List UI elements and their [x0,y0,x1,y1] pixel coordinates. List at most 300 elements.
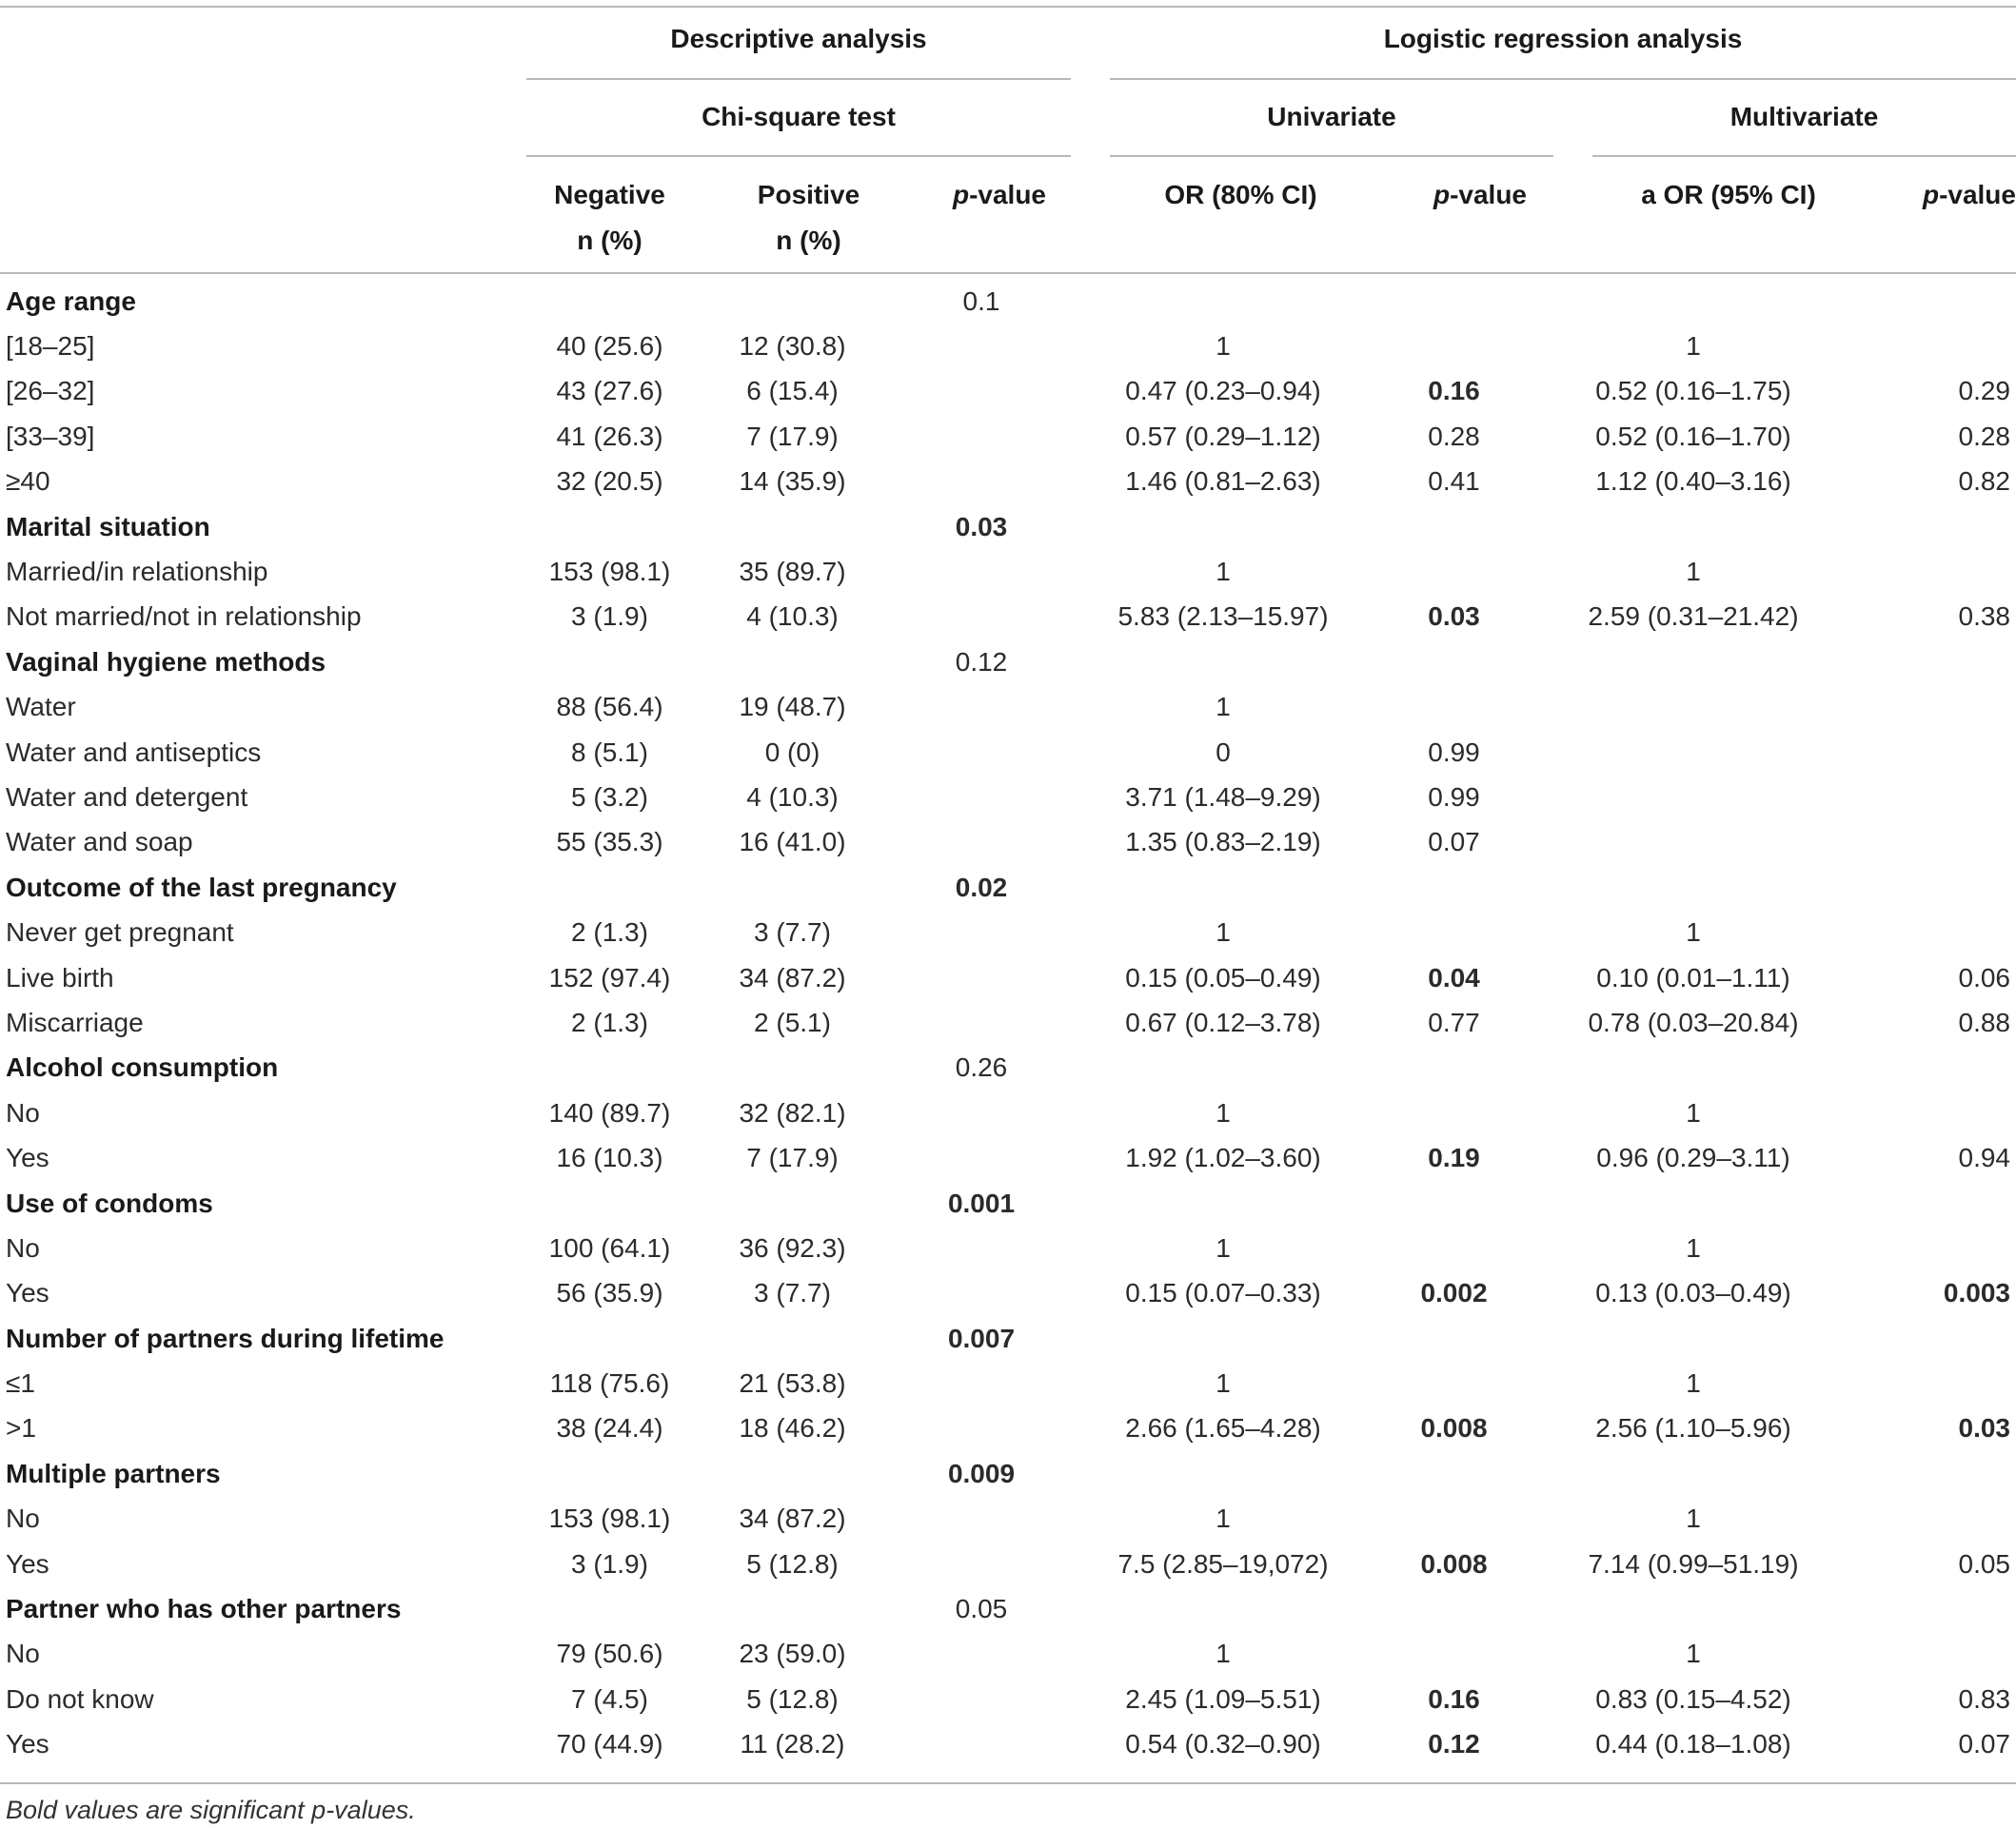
chi-p-value-cell: 0.007 [947,1323,1016,1353]
negative-cell: 140 (89.7) [548,1097,671,1128]
chi-p-value-cell [892,820,1071,865]
category-label: Vaginal hygiene methods [6,646,326,677]
p-italic: p [952,180,970,209]
positive-cell: 19 (48.7) [739,692,846,722]
uni-p-value-cell: 0.19 [1428,1143,1480,1173]
row-label: [26–32] [6,376,95,406]
aor-cell: 0.83 (0.15–4.52) [1595,1683,1791,1714]
uni-p-value-cell: 0.99 [1428,781,1480,812]
aor-cell [1532,1181,1854,1226]
multi-p-value-cell: 0.07 [1958,1729,2010,1759]
uni-p-value-cell [1375,1451,1532,1496]
top-rule [0,6,2016,8]
or-cell [1071,1046,1375,1091]
rule-multivariate [1592,155,2016,157]
chi-p-value-cell [892,595,1071,639]
aor-cell: 0.44 (0.18–1.08) [1595,1729,1791,1759]
negative-cell: 43 (27.6) [556,376,663,406]
chi-p-value-cell [892,910,1071,954]
col-negative-label: Negative [554,180,665,209]
positive-cell: 7 (17.9) [746,421,839,451]
uni-p-value-cell: 0.07 [1428,827,1480,857]
negative-cell [526,1181,693,1226]
multi-p-value-cell: 0.88 [1958,1007,2010,1037]
aor-cell: 1 [1686,331,1701,362]
positive-cell [693,1316,892,1361]
positive-cell: 3 (7.7) [754,917,831,948]
category-row [0,1046,2016,1091]
chi-p-value-cell [892,685,1071,730]
chi-p-value-cell [892,1722,1071,1767]
category-row [0,504,2016,549]
uni-p-value-cell [1375,1226,1532,1270]
uni-p-value-cell: 0.008 [1420,1413,1488,1444]
category-row [0,1451,2016,1496]
multi-p-value-cell [1854,1181,2016,1226]
positive-cell: 7 (17.9) [746,1143,839,1173]
chi-p-value-cell [892,1361,1071,1405]
or-cell: 3.71 (1.48–9.29) [1125,781,1321,812]
uni-p-value-cell: 0.002 [1420,1278,1488,1308]
aor-cell: 1 [1686,1639,1701,1669]
rule-univariate [1110,155,1553,157]
or-cell: 1 [1216,1639,1231,1669]
aor-cell: 2.59 (0.31–21.42) [1588,601,1799,632]
positive-cell [693,639,892,684]
row-label: Never get pregnant [6,917,234,948]
uni-p-value-cell: 0.12 [1428,1729,1480,1759]
or-cell: 1 [1216,557,1231,587]
aor-cell [1532,1586,1854,1631]
or-cell: 0.47 (0.23–0.94) [1125,376,1321,406]
or-cell: 1 [1216,331,1231,362]
chi-p-value-cell [892,1677,1071,1721]
or-cell: 0 [1216,737,1231,767]
col-aor-95: a OR (95% CI) [1641,180,1816,209]
table-row [0,685,2016,730]
chi-p-value-cell: 0.009 [947,1458,1016,1488]
p-italic: p [1922,180,1940,209]
or-cell: 1.92 (1.02–3.60) [1125,1143,1321,1173]
aor-cell [1532,1046,1854,1091]
chi-p-value-cell [892,1226,1071,1270]
negative-cell: 7 (4.5) [571,1683,648,1714]
col-negative [526,172,693,264]
aor-cell [1532,730,1854,775]
row-label: Do not know [6,1683,154,1714]
header-multivariate: Multivariate [1729,102,1879,131]
row-label: Yes [6,1548,49,1579]
multi-p-value-cell [1854,685,2016,730]
chi-p-value-cell [892,1271,1071,1316]
negative-cell [526,1451,693,1496]
table-row [0,1722,2016,1767]
negative-cell [526,504,693,549]
multi-p-value-cell [1854,1226,2016,1270]
row-label: >1 [6,1413,36,1444]
category-label: Use of condoms [6,1188,213,1218]
negative-cell: 152 (97.4) [548,962,671,993]
positive-cell: 4 (10.3) [746,781,839,812]
or-cell: 1.35 (0.83–2.19) [1125,827,1321,857]
positive-cell: 3 (7.7) [754,1278,831,1308]
uni-p-value-cell: 0.77 [1428,1007,1480,1037]
row-label: ≥40 [6,466,50,497]
rule-chi-square [526,155,1071,157]
row-label: No [6,1232,40,1263]
or-cell [1071,1181,1375,1226]
negative-cell: 118 (75.6) [549,1368,670,1399]
positive-cell [693,1181,892,1226]
col-uni-p-value [1399,172,1561,218]
multi-p-value-cell: 0.83 [1958,1683,2010,1714]
negative-cell [526,865,693,910]
chi-p-value-cell [892,1632,1071,1677]
p-italic: p [1433,180,1451,209]
p-rest: -value [969,180,1047,209]
table-row [0,730,2016,775]
multi-p-value-cell [1854,910,2016,954]
category-label: Number of partners during lifetime [6,1323,445,1353]
header-chi-square-test: Chi-square test [702,102,896,131]
aor-cell: 0.13 (0.03–0.49) [1595,1278,1791,1308]
negative-cell: 88 (56.4) [556,692,663,722]
aor-cell: 1.12 (0.40–3.16) [1595,466,1791,497]
positive-cell: 12 (30.8) [739,331,846,362]
negative-cell: 8 (5.1) [571,737,648,767]
chi-p-value-cell: 0.03 [955,511,1008,541]
uni-p-value-cell [1375,1632,1532,1677]
col-chi-p-value [919,172,1080,218]
negative-cell: 56 (35.9) [556,1278,663,1308]
table-row [0,1226,2016,1270]
chi-p-value-cell [892,1000,1071,1045]
or-cell [1071,865,1375,910]
row-label: [33–39] [6,421,95,451]
positive-cell [693,279,892,324]
table-row [0,1271,2016,1316]
chi-p-value-cell [892,369,1071,414]
negative-cell: 5 (3.2) [571,781,648,812]
row-label: Water and soap [6,827,193,857]
chi-p-value-cell [892,775,1071,819]
positive-cell: 5 (12.8) [746,1548,839,1579]
multi-p-value-cell: 0.28 [1958,421,2010,451]
uni-p-value-cell: 0.99 [1428,737,1480,767]
aor-cell: 1 [1686,1232,1701,1263]
multi-p-value-cell: 0.06 [1958,962,2010,993]
category-label: Age range [6,285,136,316]
negative-cell: 70 (44.9) [556,1729,663,1759]
category-row [0,865,2016,910]
positive-cell: 4 (10.3) [746,601,839,632]
table-row [0,549,2016,594]
table-row [0,1135,2016,1180]
table-row [0,1091,2016,1135]
multi-p-value-cell [1854,1632,2016,1677]
table-row [0,1677,2016,1721]
positive-cell: 36 (92.3) [739,1232,846,1263]
positive-cell: 11 (28.2) [740,1729,845,1759]
table-row [0,1406,2016,1451]
or-cell [1071,1316,1375,1361]
aor-cell: 1 [1686,1097,1701,1128]
row-label: Live birth [6,962,114,993]
positive-cell: 6 (15.4) [746,376,839,406]
aor-cell [1532,504,1854,549]
uni-p-value-cell [1375,685,1532,730]
positive-cell: 34 (87.2) [739,1504,846,1534]
uni-p-value-cell [1375,865,1532,910]
table-row [0,820,2016,865]
multi-p-value-cell: 0.03 [1958,1413,2010,1444]
multi-p-value-cell [1854,1046,2016,1091]
table-row [0,414,2016,459]
negative-cell: 153 (98.1) [548,557,671,587]
header-descriptive-analysis: Descriptive analysis [670,24,927,53]
chi-p-value-cell: 0.001 [947,1188,1016,1218]
chi-p-value-cell [892,1406,1071,1451]
row-label: Water [6,692,76,722]
uni-p-value-cell [1375,1091,1532,1135]
negative-cell [526,1586,693,1631]
rule-logistic [1110,78,2016,80]
category-label: Alcohol consumption [6,1052,279,1083]
negative-cell: 32 (20.5) [556,466,663,497]
row-label: No [6,1639,40,1669]
or-cell: 0.57 (0.29–1.12) [1125,421,1321,451]
positive-cell [693,1046,892,1091]
negative-cell: 41 (26.3) [556,421,663,451]
header-univariate: Univariate [1267,102,1396,131]
table-row [0,460,2016,504]
multi-p-value-cell [1854,504,2016,549]
col-or-80: OR (80% CI) [1164,180,1317,209]
negative-cell: 16 (10.3) [556,1143,663,1173]
negative-cell: 55 (35.3) [556,827,663,857]
chi-p-value-cell [892,414,1071,459]
aor-cell [1532,279,1854,324]
col-positive-unit: n (%) [776,226,841,255]
chi-p-value-cell [892,1091,1071,1135]
or-cell: 1 [1216,917,1231,948]
aor-cell [1532,685,1854,730]
row-label: Married/in relationship [6,557,268,587]
positive-cell: 18 (46.2) [739,1413,846,1444]
or-cell: 1 [1216,1504,1231,1534]
positive-cell: 21 (53.8) [739,1368,846,1399]
uni-p-value-cell [1375,504,1532,549]
multi-p-value-cell [1854,1316,2016,1361]
negative-cell: 100 (64.1) [548,1232,671,1263]
positive-cell: 34 (87.2) [739,962,846,993]
table-row [0,955,2016,1000]
category-row [0,1316,2016,1361]
or-cell: 1 [1216,1368,1231,1399]
category-label: Multiple partners [6,1458,221,1488]
uni-p-value-cell [1375,324,1532,368]
aor-cell: 7.14 (0.99–51.19) [1588,1548,1799,1579]
multi-p-value-cell [1854,1091,2016,1135]
multi-p-value-cell: 0.29 [1958,376,2010,406]
or-cell: 0.54 (0.32–0.90) [1125,1729,1321,1759]
aor-cell [1532,639,1854,684]
aor-cell: 0.78 (0.03–20.84) [1588,1007,1799,1037]
multi-p-value-cell [1854,549,2016,594]
row-label: ≤1 [6,1368,35,1399]
aor-cell: 1 [1686,917,1701,948]
negative-cell [526,1046,693,1091]
table-row [0,595,2016,639]
multi-p-value-cell [1854,775,2016,819]
category-row [0,639,2016,684]
aor-cell: 1 [1686,1368,1701,1399]
multi-p-value-cell [1854,279,2016,324]
header-logistic-regression: Logistic regression analysis [1383,24,1743,53]
multi-p-value-cell [1854,865,2016,910]
positive-cell: 14 (35.9) [739,466,846,497]
uni-p-value-cell: 0.41 [1428,466,1480,497]
multi-p-value-cell [1854,730,2016,775]
or-cell [1071,279,1375,324]
table-row [0,369,2016,414]
multi-p-value-cell [1854,1586,2016,1631]
chi-p-value-cell [892,1497,1071,1542]
positive-cell: 16 (41.0) [739,827,846,857]
multi-p-value-cell: 0.003 [1943,1278,2010,1308]
row-label: [18–25] [6,331,95,362]
negative-cell: 3 (1.9) [571,1548,648,1579]
row-label: Yes [6,1143,49,1173]
uni-p-value-cell [1375,549,1532,594]
or-cell [1071,1586,1375,1631]
chi-p-value-cell [892,730,1071,775]
chi-p-value-cell [892,324,1071,368]
table-row [0,1000,2016,1045]
multi-p-value-cell [1854,1497,2016,1542]
category-label: Partner who has other partners [6,1594,402,1624]
multi-p-value-cell [1854,1361,2016,1405]
chi-p-value-cell [892,460,1071,504]
chi-p-value-cell: 0.1 [962,285,1000,316]
negative-cell [526,279,693,324]
category-label: Outcome of the last pregnancy [6,872,397,902]
aor-cell: 0.10 (0.01–1.11) [1596,962,1790,993]
aor-cell: 1 [1686,557,1701,587]
negative-cell [526,1316,693,1361]
row-label: Water and antiseptics [6,737,262,767]
multi-p-value-cell [1854,1451,2016,1496]
or-cell: 1 [1216,1232,1231,1263]
aor-cell: 0.52 (0.16–1.70) [1595,421,1791,451]
negative-cell: 2 (1.3) [571,917,648,948]
col-multi-p-value [1894,172,2016,218]
row-label: Yes [6,1729,49,1759]
category-row [0,1586,2016,1631]
aor-cell [1532,865,1854,910]
col-positive [725,172,892,264]
or-cell: 5.83 (2.13–15.97) [1117,601,1329,632]
aor-cell: 2.56 (1.10–5.96) [1595,1413,1791,1444]
or-cell: 0.15 (0.05–0.49) [1125,962,1321,993]
positive-cell [693,1451,892,1496]
uni-p-value-cell: 0.28 [1428,421,1480,451]
p-rest: -value [1939,180,2016,209]
aor-cell [1532,1316,1854,1361]
table-row [0,324,2016,368]
aor-cell: 1 [1686,1504,1701,1534]
bottom-rule [0,1782,2016,1784]
multi-p-value-cell: 0.94 [1958,1143,2010,1173]
uni-p-value-cell [1375,1181,1532,1226]
multi-p-value-cell: 0.38 [1958,601,2010,632]
negative-cell: 38 (24.4) [556,1413,663,1444]
header-bottom-rule [0,272,2016,274]
rule-descriptive [526,78,1071,80]
table-row [0,1361,2016,1405]
positive-cell: 35 (89.7) [739,557,846,587]
table-row [0,1632,2016,1677]
or-cell [1071,504,1375,549]
row-label: No [6,1504,40,1534]
multi-p-value-cell [1854,324,2016,368]
or-cell: 2.45 (1.09–5.51) [1125,1683,1321,1714]
uni-p-value-cell: 0.03 [1428,601,1480,632]
chi-p-value-cell: 0.05 [955,1594,1008,1624]
chi-p-value-cell: 0.02 [955,872,1008,902]
chi-p-value-cell: 0.26 [955,1052,1008,1083]
chi-p-value-cell [892,549,1071,594]
positive-cell: 5 (12.8) [746,1683,839,1714]
uni-p-value-cell: 0.04 [1428,962,1480,993]
uni-p-value-cell: 0.16 [1428,376,1480,406]
row-label: Not married/not in relationship [6,601,362,632]
category-row [0,279,2016,324]
or-cell: 1 [1216,692,1231,722]
positive-cell: 0 (0) [764,737,820,767]
chi-p-value-cell: 0.12 [955,646,1008,677]
chi-p-value-cell [892,955,1071,1000]
chi-p-value-cell [892,1542,1071,1586]
or-cell: 1.46 (0.81–2.63) [1125,466,1321,497]
or-cell: 7.5 (2.85–19,072) [1117,1548,1329,1579]
row-label: Miscarriage [6,1007,144,1037]
p-rest: -value [1450,180,1528,209]
uni-p-value-cell [1375,1316,1532,1361]
positive-cell [693,865,892,910]
aor-cell [1532,775,1854,819]
table-row [0,1497,2016,1542]
table-row [0,1542,2016,1586]
row-label: Yes [6,1278,49,1308]
negative-cell: 153 (98.1) [548,1504,671,1534]
negative-cell [526,639,693,684]
uni-p-value-cell [1375,639,1532,684]
negative-cell: 40 (25.6) [556,331,663,362]
category-label: Marital situation [6,511,210,541]
col-positive-label: Positive [757,180,860,209]
row-label: Water and detergent [6,781,248,812]
multi-p-value-cell: 0.82 [1958,466,2010,497]
negative-cell: 79 (50.6) [556,1639,663,1669]
positive-cell: 23 (59.0) [739,1639,846,1669]
uni-p-value-cell [1375,1046,1532,1091]
data-table [0,279,2016,1767]
or-cell: 1 [1216,1097,1231,1128]
uni-p-value-cell [1375,1497,1532,1542]
negative-cell: 3 (1.9) [571,601,648,632]
or-cell: 0.15 (0.07–0.33) [1125,1278,1321,1308]
